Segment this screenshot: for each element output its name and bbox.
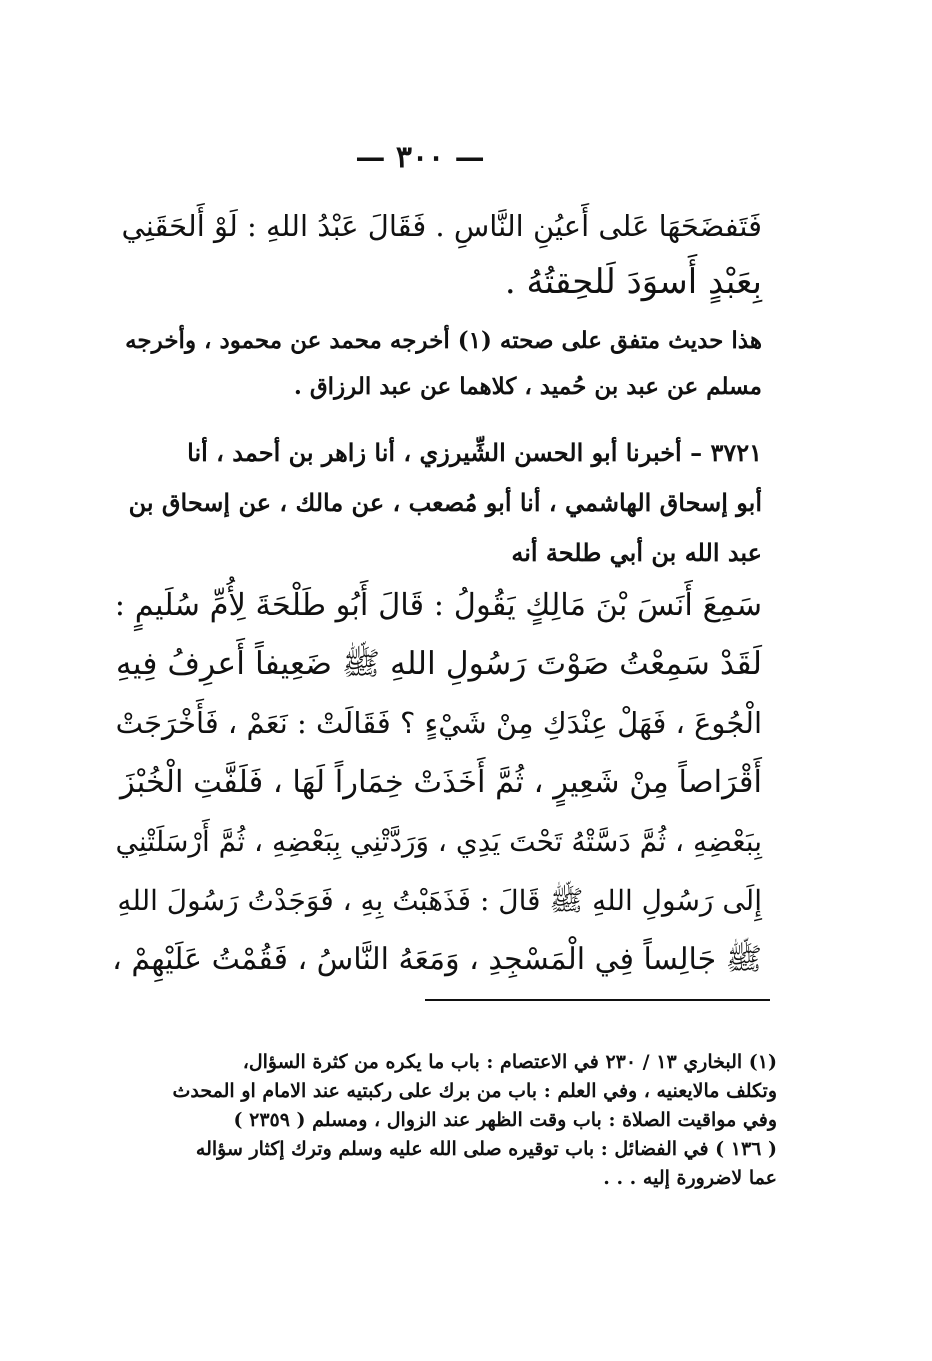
text-line: لَقَدْ سَمِعْتُ صَوْتَ رَسُولِ اللهِ ﷺ ضَعِيفاً أَعرِفُ فِيهِ: [115, 646, 762, 682]
footnote-line: ( ١٣٦ ) في الفضائل : باب توقيره صلى الله عليه وسلم وترك إكثار سؤاله: [195, 1138, 777, 1160]
text-line: أَقْرَاصاً مِنْ شَعِيرٍ ، ثُمَّ أَخَذَتْ خِمَاراً لَهَا ، فَلَفَّتِ الْخُبْزَ: [119, 765, 762, 800]
text-line: الْجُوعَ ، فَهَلْ عِنْدَكِ مِنْ شَيْءٍ ؟ فَقَالَتْ : نَعَمْ ، فَأَخْرَجَتْ: [115, 706, 762, 740]
text-line: عبد الله بن أبي طلحة أنه: [511, 538, 762, 567]
text-line: سَمِعَ أَنَسَ بْنَ مَالِكٍ يَقُولُ : قَالَ أَبُو طَلْحَةَ لِأُمِّ سُلَيمٍ :: [114, 588, 762, 623]
footnote-line: وتكلف مالايعنيه ، وفي العلم : باب من برك على ركبتيه عند الامام او المحدث: [172, 1080, 777, 1102]
text-line: بِعَبْدٍ أَسوَدَ لَلحِقتُهُ .: [504, 262, 762, 302]
page-number: — ٣٠٠ —: [355, 140, 485, 175]
text-line: فَتَفضَحَهَا عَلى أَعيُنِ النَّاسِ . فَقَالَ عَبْدُ اللهِ : لَوْ أَلحَقَنِي: [121, 209, 762, 243]
hadith-matn: [112, 576, 762, 989]
footnote-separator: [425, 999, 770, 1001]
text-line: ﷺ جَالِساً فِي الْمَسْجِدِ ، وَمَعَهُ النَّاسُ ، فَقُمْتُ عَلَيْهِمْ ،: [112, 942, 762, 977]
text-line: أبو إسحاق الهاشمي ، أنا أبو مُصعب ، عن مالك ، عن إسحاق بن: [128, 488, 762, 517]
text-line: ٣٧٢١ – أخبرنا أبو الحسن الشِّيرزي ، أنا زاهر بن أحمد ، أنا: [187, 438, 762, 467]
text-line: بِبَعْضِهِ ، ثُمَّ دَسَّتْهُ تَحْتَ يَدِي ، وَرَدَّتْنِي بِبَعْضِهِ ، ثُمَّ أَرْسَلَتْنِي: [115, 825, 762, 858]
footnote-line: عما لاضرورة إليه . . .: [603, 1167, 777, 1189]
text-line: إِلَى رَسُولِ اللهِ ﷺ قَالَ : فَذَهَبْتُ بِهِ ، فَوَجَدْتُ رَسُولَ اللهِ: [117, 884, 762, 917]
text-line: مسلم عن عبد بن حُميد ، كلاهما عن عبد الرزاق .: [293, 373, 762, 400]
footnote-line: (١) البخاري ١٣ / ٢٣٠ في الاعتصام : باب ما يكره من كثرة السؤال،: [242, 1051, 777, 1073]
footnote-line: وفي مواقيت الصلاة : باب وقت الظهر عند الزوال ، ومسلم ( ٢٣٥٩ ): [233, 1109, 777, 1131]
authentication-commentary: [112, 318, 762, 410]
footnote: [117, 1048, 777, 1193]
text-line: هذا حديث متفق على صحته (١) أخرجه محمد عن محمود ، وأخرجه: [125, 327, 762, 354]
hadith-isnad-3721: [112, 428, 762, 578]
hadith-text-continuation: [112, 198, 762, 310]
